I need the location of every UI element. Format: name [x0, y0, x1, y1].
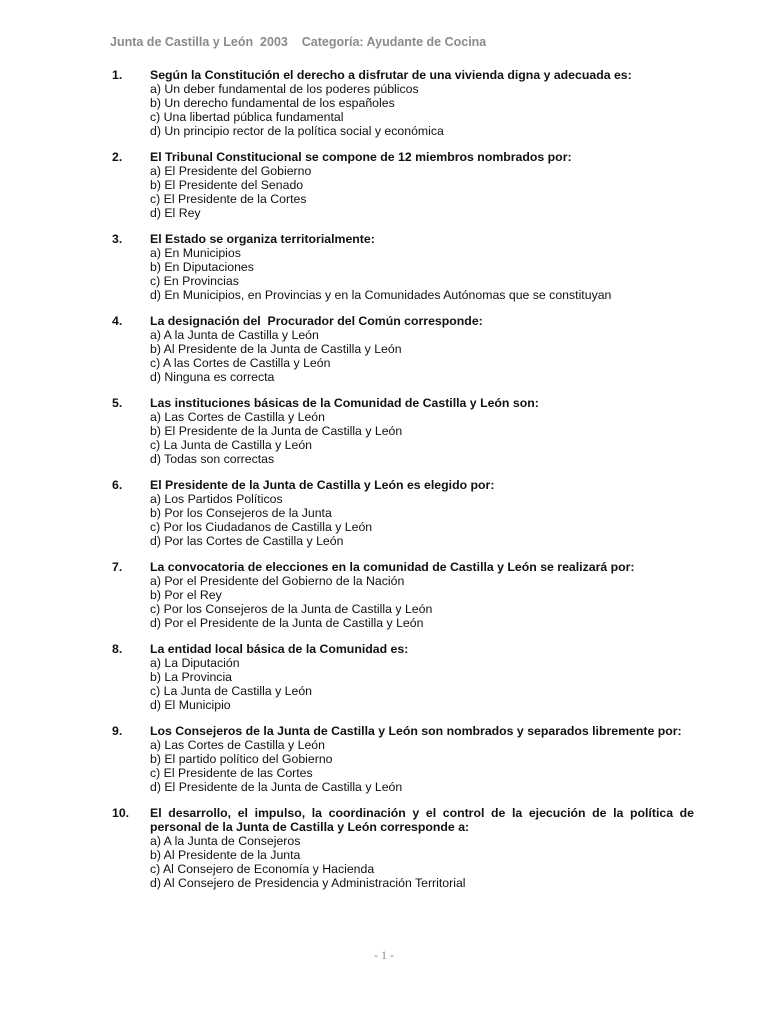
question-number: 7.	[112, 560, 123, 574]
option-c: c) El Presidente de la Cortes	[150, 192, 307, 206]
option-b: b) Por el Rey	[150, 588, 222, 602]
option-d: d) El Municipio	[150, 698, 231, 712]
question-list	[112, 68, 694, 902]
option-a: a) A la Junta de Consejeros	[150, 834, 301, 848]
option-a: a) Un deber fundamental de los poderes públicos	[150, 82, 419, 96]
option-b: b) Al Presidente de la Junta de Castilla y León	[150, 342, 402, 356]
option-b: b) Al Presidente de la Junta	[150, 848, 301, 862]
question-10	[112, 806, 694, 890]
question-2	[112, 150, 694, 220]
option-c: c) El Presidente de las Cortes	[150, 766, 313, 780]
question-text: El desarrollo, el impulso, la coordinación y el control de la ejecución de la política de personal de la Junta de Castilla y León corresponde a:	[150, 806, 694, 834]
question-body	[150, 396, 694, 466]
question-number: 4.	[112, 314, 123, 328]
option-b: b) La Provincia	[150, 670, 233, 684]
question-text: La entidad local básica de la Comunidad es:	[150, 642, 409, 656]
option-a: a) Los Partidos Políticos	[150, 492, 283, 506]
question-body	[150, 478, 694, 548]
option-c: c) La Junta de Castilla y León	[150, 438, 313, 452]
option-d: d) Ninguna es correcta	[150, 370, 275, 384]
option-a: a) La Diputación	[150, 656, 240, 670]
option-d: d) Por el Presidente de la Junta de Castilla y León	[150, 616, 424, 630]
question-body	[150, 232, 694, 302]
question-text: El Presidente de la Junta de Castilla y León es elegido por:	[150, 478, 495, 492]
question-text: La designación del Procurador del Común corresponde:	[150, 314, 483, 328]
option-d: d) El Presidente de la Junta de Castilla y León	[150, 780, 403, 794]
option-d: d) Un principio rector de la política social y económica	[150, 124, 444, 138]
question-8	[112, 642, 694, 712]
option-c: c) La Junta de Castilla y León	[150, 684, 313, 698]
question-9	[112, 724, 694, 794]
question-text: El Tribunal Constitucional se compone de 12 miembros nombrados por:	[150, 150, 572, 164]
option-b: b) Por los Consejeros de la Junta	[150, 506, 332, 520]
question-body	[150, 68, 694, 138]
question-body	[150, 642, 694, 712]
question-number: 10.	[112, 806, 130, 820]
option-c: c) Por los Consejeros de la Junta de Castilla y León	[150, 602, 433, 616]
option-b: b) El Presidente de la Junta de Castilla y León	[150, 424, 403, 438]
question-text: El Estado se organiza territorialmente:	[150, 232, 375, 246]
question-number: 9.	[112, 724, 123, 738]
page-number: - 1 -	[374, 948, 394, 962]
question-body	[150, 806, 694, 890]
option-d: d) Por las Cortes de Castilla y León	[150, 534, 344, 548]
question-number: 8.	[112, 642, 123, 656]
option-b: b) El Presidente del Senado	[150, 178, 304, 192]
option-c: c) Por los Ciudadanos de Castilla y León	[150, 520, 373, 534]
option-b: b) En Diputaciones	[150, 260, 254, 274]
option-a: a) Las Cortes de Castilla y León	[150, 738, 325, 752]
question-4	[112, 314, 694, 384]
question-body	[150, 724, 694, 794]
question-7	[112, 560, 694, 630]
option-c: c) A las Cortes de Castilla y León	[150, 356, 331, 370]
option-b: b) El partido político del Gobierno	[150, 752, 333, 766]
question-6	[112, 478, 694, 548]
question-text: La convocatoria de elecciones en la comunidad de Castilla y León se realizará por:	[150, 560, 635, 574]
question-1	[112, 68, 694, 138]
option-a: a) En Municipios	[150, 246, 241, 260]
option-a: a) A la Junta de Castilla y León	[150, 328, 319, 342]
question-text: Los Consejeros de la Junta de Castilla y León son nombrados y separados libremente por:	[150, 724, 682, 738]
option-a: a) Las Cortes de Castilla y León	[150, 410, 325, 424]
question-body	[150, 314, 694, 384]
option-d: d) En Municipios, en Provincias y en la Comunidades Autónomas que se constituyan	[150, 288, 612, 302]
question-5	[112, 396, 694, 466]
option-c: c) Al Consejero de Economía y Hacienda	[150, 862, 375, 876]
question-text: Según la Constitución el derecho a disfrutar de una vivienda digna y adecuada es:	[150, 68, 632, 82]
question-number: 2.	[112, 150, 123, 164]
page-header: Junta de Castilla y León 2003 Categoría: Ayudante de Cocina	[110, 35, 487, 49]
question-number: 6.	[112, 478, 123, 492]
option-d: d) Al Consejero de Presidencia y Administración Territorial	[150, 876, 466, 890]
option-c: c) Una libertad pública fundamental	[150, 110, 344, 124]
option-a: a) El Presidente del Gobierno	[150, 164, 312, 178]
option-b: b) Un derecho fundamental de los españoles	[150, 96, 395, 110]
question-body	[150, 150, 694, 220]
question-number: 1.	[112, 68, 123, 82]
question-3	[112, 232, 694, 302]
question-text: Las instituciones básicas de la Comunidad de Castilla y León son:	[150, 396, 539, 410]
option-d: d) El Rey	[150, 206, 201, 220]
question-number: 3.	[112, 232, 123, 246]
option-c: c) En Provincias	[150, 274, 239, 288]
option-a: a) Por el Presidente del Gobierno de la Nación	[150, 574, 405, 588]
question-number: 5.	[112, 396, 123, 410]
option-d: d) Todas son correctas	[150, 452, 275, 466]
question-body	[150, 560, 694, 630]
